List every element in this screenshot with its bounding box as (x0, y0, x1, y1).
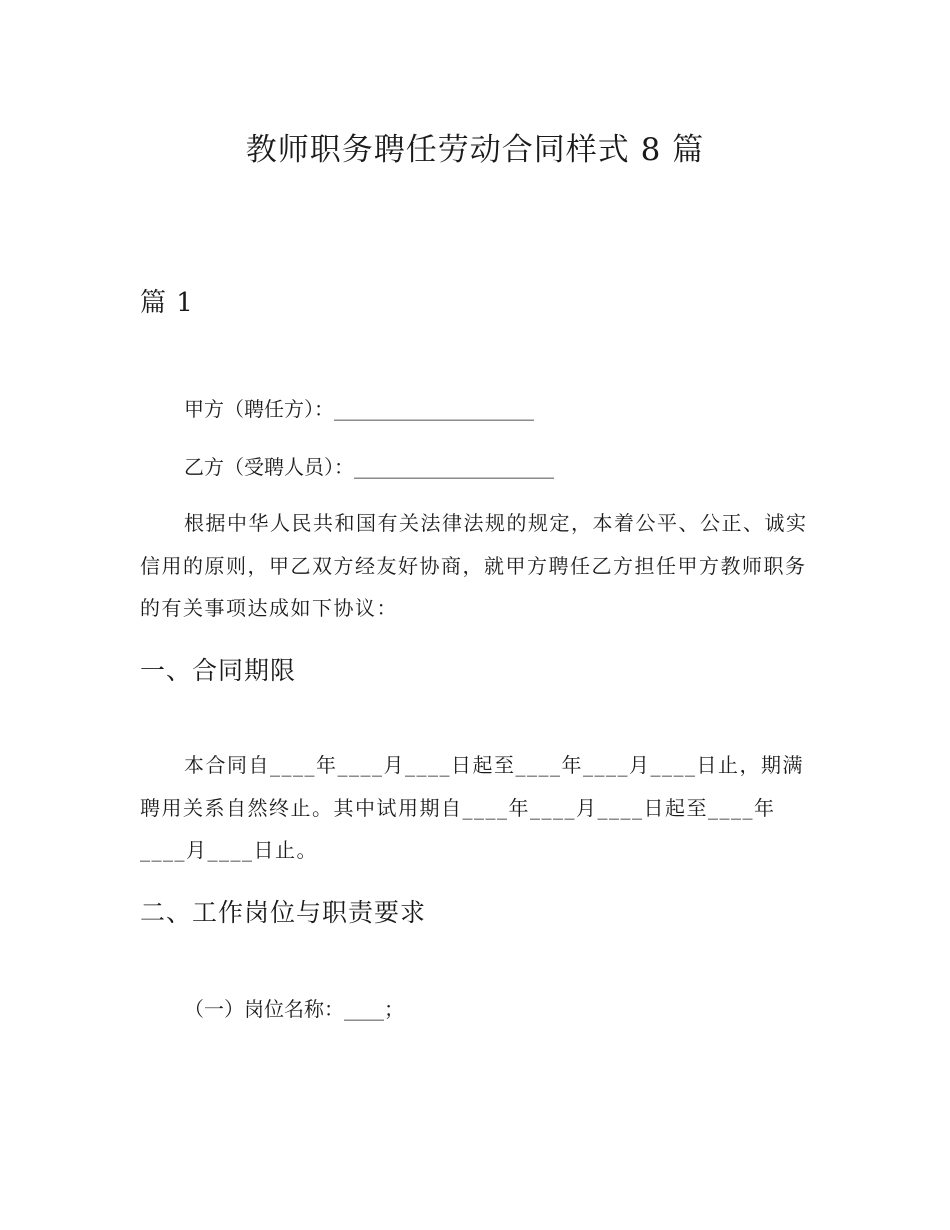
section-2-item-1: （一）岗位名称：____； (184, 997, 404, 1021)
preamble-paragraph: 根据中华人民共和国有关法律法规的规定，本着公平、公正、诚实信用的原则，甲乙双方经友好协商，就甲方聘任乙方担任甲方教师职务的有关事项达成如下协议： (140, 511, 808, 620)
section-1-heading: 一、合同期限 (140, 656, 297, 685)
document-title: 教师职务聘任劳动合同样式 8 篇 (245, 132, 705, 168)
section-1-paragraph: 本合同自____年____月____日起至____年____月____日止，期满聘用关系自然终止。其中试用期自____年____月____日起至____年____月____日止。 (140, 753, 804, 862)
party-b-field: 乙方（受聘人员）：____________________ (184, 455, 554, 479)
chapter-label: 篇 1 (140, 288, 194, 318)
party-a-field: 甲方（聘任方）：____________________ (184, 397, 534, 421)
section-2-heading: 二、工作岗位与职责要求 (140, 898, 427, 927)
